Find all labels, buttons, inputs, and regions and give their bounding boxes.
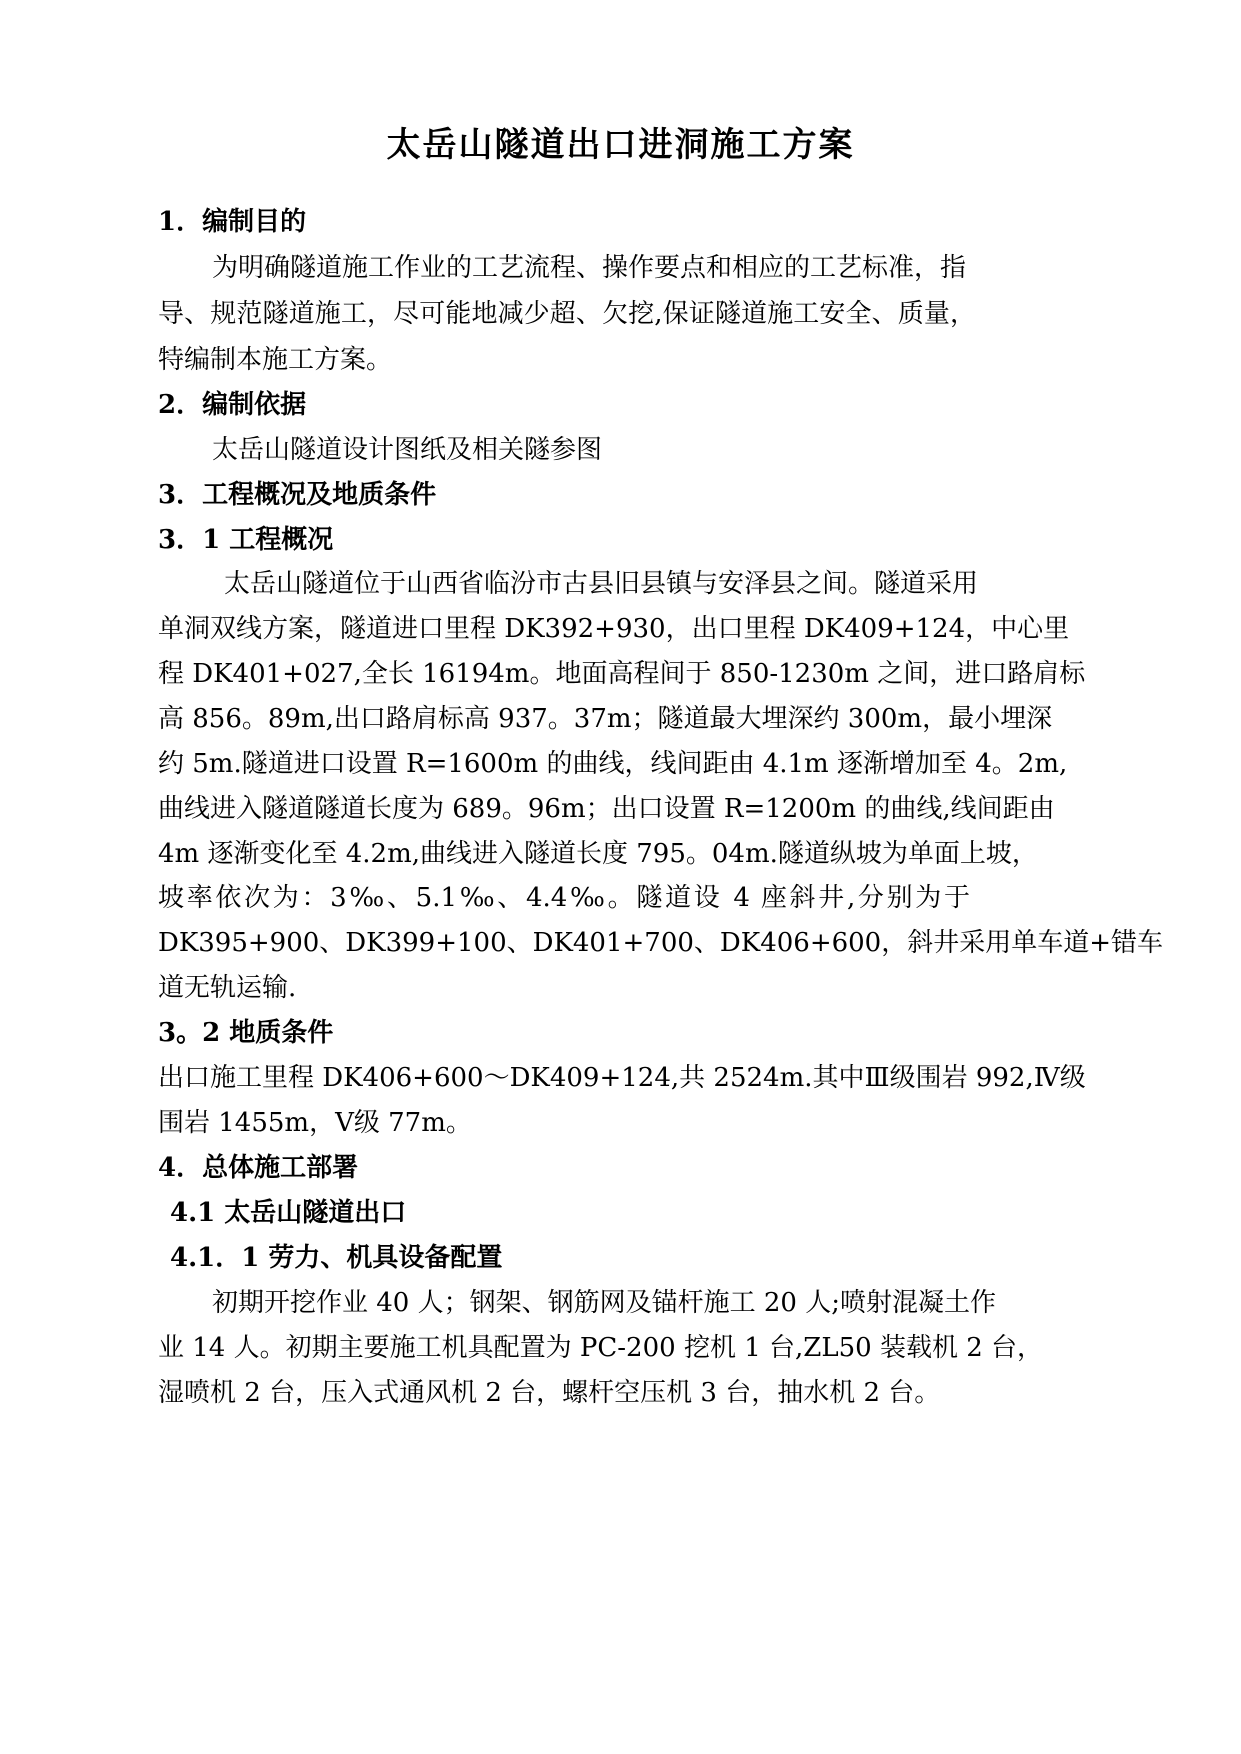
section-4-1-1-line-2: 业 14 人。初期主要施工机具配置为 PC-200 挖机 1 台,ZL50 装载机 2 台， xyxy=(158,1333,1044,1363)
section-1-line-3: 特编制本施工方案。 xyxy=(158,345,393,375)
section-4-1-heading: 4.1 太岳山隧道出口 xyxy=(170,1198,407,1228)
section-3-2-heading: 3。2 地质条件 xyxy=(158,1018,334,1048)
section-2-line-1: 太岳山隧道设计图纸及相关隧参图 xyxy=(212,435,603,465)
section-1-line-2: 导、规范隧道施工，尽可能地减少超、欠挖,保证隧道施工安全、质量， xyxy=(158,299,976,329)
section-3-1-line-1: 太岳山隧道位于山西省临汾市古县旧县镇与安泽县之间。隧道采用 xyxy=(224,569,979,599)
section-2-heading: 2．编制依据 xyxy=(158,390,307,420)
document-title: 太岳山隧道出口进洞施工方案 xyxy=(386,125,855,165)
section-3-1-line-10: 道无轨运输. xyxy=(158,973,297,1003)
section-3-1-line-6: 曲线进入隧道隧道长度为 689。96m；出口设置 R=1200m 的曲线,线间距由 xyxy=(158,794,1055,824)
section-4-1-1-heading: 4.1．1 劳力、机具设备配置 xyxy=(170,1243,503,1273)
section-3-2-line-1: 出口施工里程 DK406+600～DK409+124,共 2524m.其中Ⅲ级围岩 992,Ⅳ级 xyxy=(158,1063,1086,1093)
section-3-1-line-4: 高 856。89m,出口路肩标高 937。37m；隧道最大埋深约 300m，最小埋深 xyxy=(158,704,1053,734)
section-3-1-line-8: 坡率依次为：3‰、5.1‰、4.4‰。隧道设 4 座斜井,分别为于 xyxy=(158,883,970,913)
section-3-heading: 3．工程概况及地质条件 xyxy=(158,480,437,510)
section-3-2-line-2: 围岩 1455m，Ⅴ级 77m。 xyxy=(158,1108,472,1138)
section-4-1-1-line-3: 湿喷机 2 台，压入式通风机 2 台，螺杆空压机 3 台，抽水机 2 台。 xyxy=(158,1378,941,1408)
section-3-1-line-9: DK395+900、DK399+100、DK401+700、DK406+600，斜井采用单车道+错车 xyxy=(158,928,1164,958)
section-4-heading: 4．总体施工部署 xyxy=(158,1153,359,1183)
section-1-heading: 1．编制目的 xyxy=(158,207,307,237)
section-3-1-heading: 3．1 工程概况 xyxy=(158,525,334,555)
section-3-1-line-5: 约 5m.隧道进口设置 R=1600m 的曲线，线间距由 4.1m 逐渐增加至 4。2m, xyxy=(158,749,1068,779)
section-3-1-line-7: 4m 逐渐变化至 4.2m,曲线进入隧道长度 795。04m.隧道纵坡为单面上坡， xyxy=(158,839,1038,869)
section-3-1-line-3: 程 DK401+027,全长 16194m。地面高程间于 850-1230m 之间，进口路肩标 xyxy=(158,659,1086,689)
section-4-1-1-line-1: 初期开挖作业 40 人；钢架、钢筋网及锚杆施工 20 人;喷射混凝土作 xyxy=(212,1288,996,1318)
section-3-1-line-2: 单洞双线方案，隧道进口里程 DK392+930，出口里程 DK409+124，中心里 xyxy=(158,614,1070,644)
section-1-line-1: 为明确隧道施工作业的工艺流程、操作要点和相应的工艺标准，指 xyxy=(212,253,967,283)
